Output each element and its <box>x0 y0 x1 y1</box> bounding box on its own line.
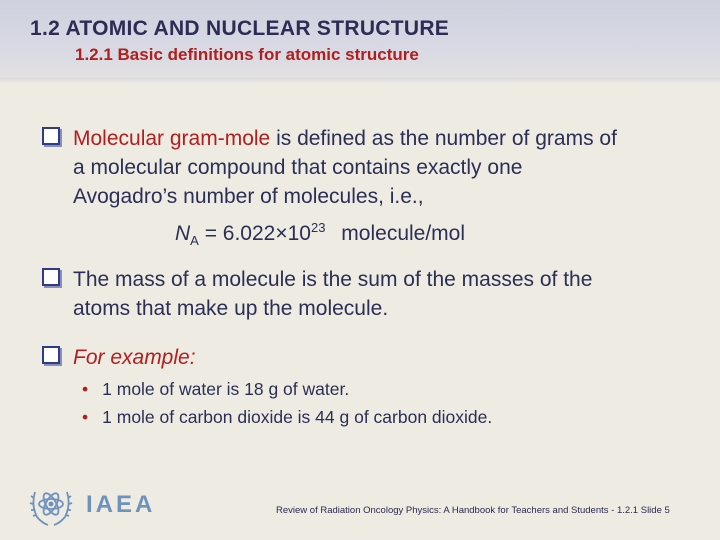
checkbox-bullet-icon <box>42 346 60 364</box>
formula-unit: molecule/mol <box>341 222 466 245</box>
bullet-dot-icon: • <box>82 379 89 399</box>
bullet-molecule-mass <box>73 265 592 323</box>
for-example-label: For example: <box>73 346 196 369</box>
slide-subtitle: 1.2.1 Basic definitions for atomic structure <box>75 45 419 64</box>
example-list <box>82 375 492 431</box>
formula-exponent: 23 <box>310 220 326 235</box>
formula-symbol: N <box>175 222 191 245</box>
header-divider <box>0 78 720 84</box>
bullet-line-2: a molecular compound that contains exactly one <box>73 156 523 179</box>
slide-title: 1.2 ATOMIC AND NUCLEAR STRUCTURE <box>30 17 450 40</box>
bullet-line-1-rest: is defined as the number of grams of <box>270 127 617 150</box>
term-highlight: Molecular gram-mole <box>73 127 271 150</box>
list-item <box>82 403 492 431</box>
formula-subscript: A <box>190 233 199 249</box>
example-text: 1 mole of water is 18 g of water. <box>102 379 350 399</box>
bullet-line-2: atoms that make up the molecule. <box>73 297 389 320</box>
bullet-line-1: The mass of a molecule is the sum of the masses of the <box>73 268 593 291</box>
list-item <box>82 375 492 403</box>
iaea-logo-text: IAEA <box>86 491 156 518</box>
example-text: 1 mole of carbon dioxide is 44 g of carbon dioxide. <box>102 407 493 427</box>
checkbox-bullet-icon <box>42 268 60 286</box>
formula-equals: = <box>204 222 217 245</box>
bullet-molecular-gram-mole <box>73 124 617 211</box>
formula-mantissa: 6.022 <box>222 222 276 245</box>
iaea-atom-emblem-icon <box>28 482 74 528</box>
bullet-for-example <box>73 343 196 372</box>
formula-base: 10 <box>287 222 311 245</box>
bullet-line-3: Avogadro’s number of molecules, i.e., <box>73 185 424 208</box>
bullet-dot-icon: • <box>82 407 89 427</box>
slide-header <box>0 0 720 78</box>
slide-footer: Review of Radiation Oncology Physics: A Handbook for Teachers and Students - 1.2.1 Slide 5 <box>276 505 670 516</box>
avogadro-formula <box>175 220 465 250</box>
formula-times: × <box>275 222 288 245</box>
checkbox-bullet-icon <box>42 127 60 145</box>
